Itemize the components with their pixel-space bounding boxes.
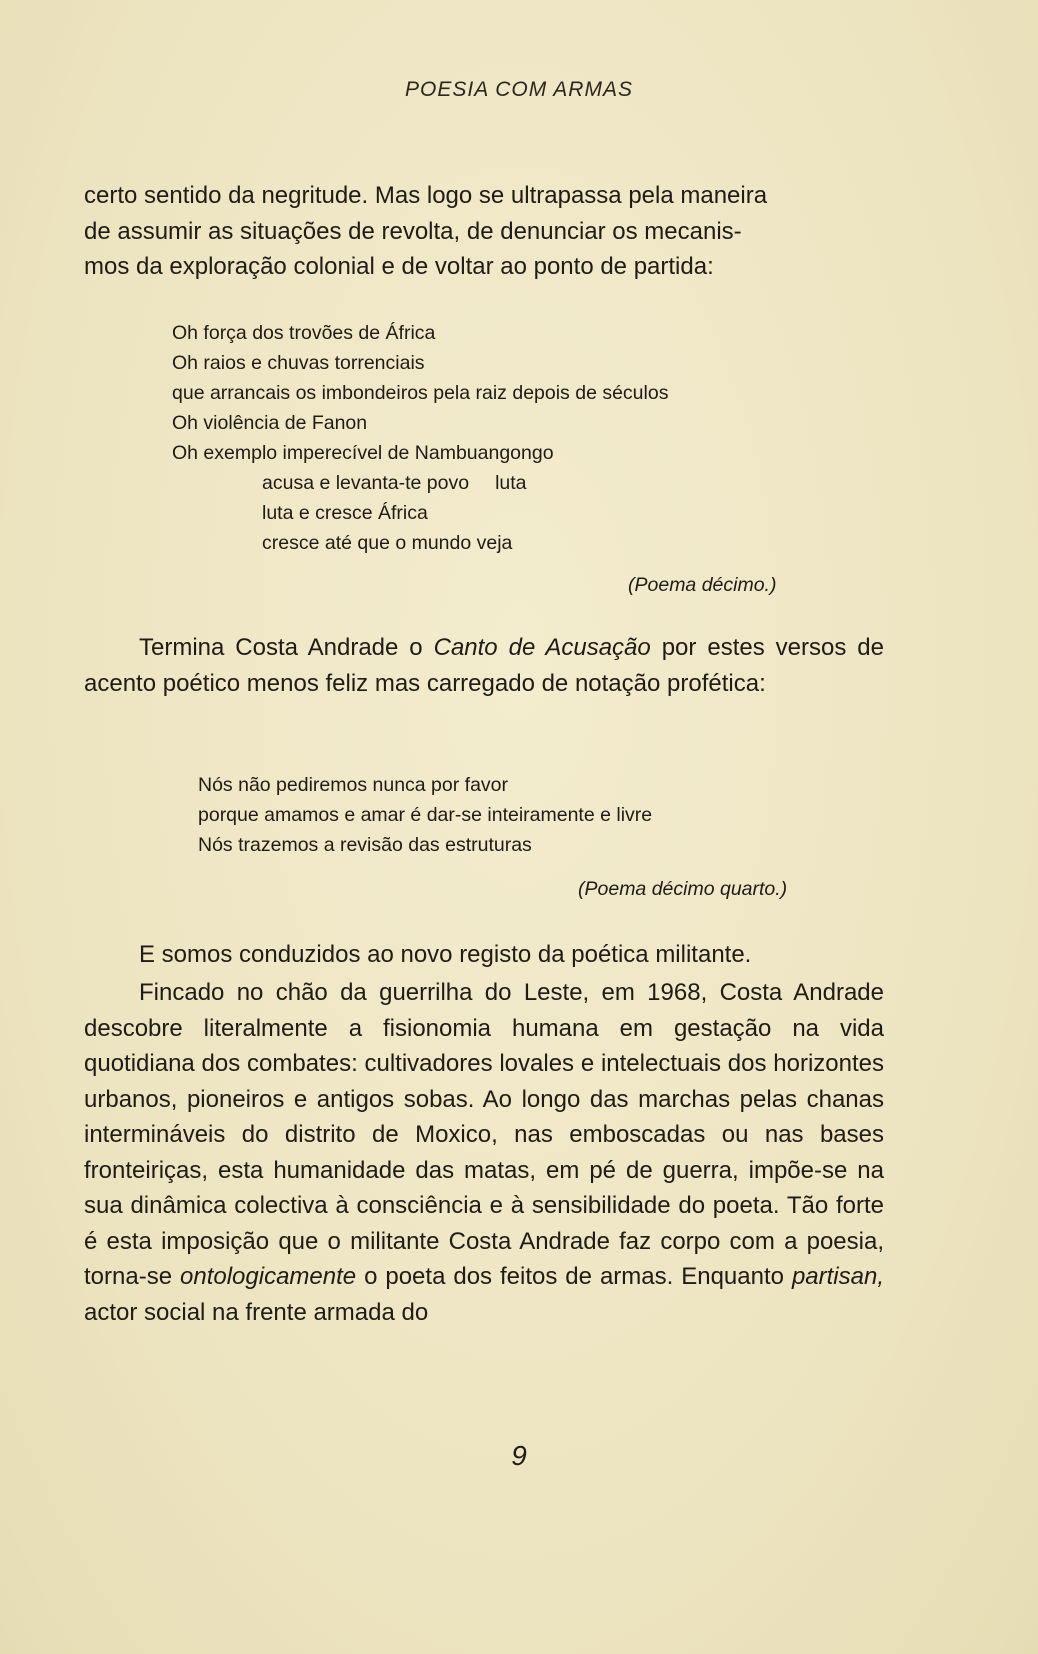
paragraph-4-part2: o poeta dos feitos de armas. Enquanto [356,1263,792,1290]
poem-subline-text: cresce até que o mundo veja [262,532,513,554]
paragraph-4-text [84,975,884,1330]
paragraph-2 [84,630,884,701]
poem-subline [172,498,668,528]
poem-line: que arrancais os imbondeiros pela raiz depois de séculos [172,382,669,404]
poem-line: Nós não pediremos nunca por favor [198,774,509,796]
poem-quote-2 [198,770,652,860]
poem-source-1: (Poema décimo.) [628,574,777,596]
poem-line: Oh exemplo imperecível de Nambuangongo [172,442,554,464]
paragraph-4-part3: actor social na frente armada do [84,1298,429,1326]
paragraph-1-line: de assumir as situações de revolta, de denunciar os mecanis- [84,217,742,245]
paragraph-4-part1: Fincado no chão da guerrilha do Leste, em 1968, Costa Andrade descobre literalmente a fisionomia humana em gestação na vida quotidiana dos combates: cultivadores lovales e intelectuais dos horizontes urbanos, pioneiros e antigos sobas. Ao longo das marchas pelas chanas intermináveis do distrito de Moxico, nas emboscadas ou nas bases fronteiriças, esta humanidade das matas, em pé de guerra, impõe-se na sua dinâmica colectiva à consciência e à sensibilidade do poeta. Tão forte é esta imposição que o militante Costa Andrade faz corpo com a poesia, torna-se [84,979,884,1290]
poem-subline-text: luta e cresce África [262,502,428,524]
paragraph-3 [84,937,884,973]
paragraph-1-line: mos da exploração colonial e de voltar ao ponto de partida: [84,253,714,280]
paragraph-2-post: por estes versos de acento poético menos feliz mas carregado de notação profética: [84,634,884,697]
paragraph-3-text: E somos conduzidos ao novo registo da poética militante. [139,941,752,968]
poem-quote-1 [172,318,668,558]
paragraph-4-emphasis: partisan, [791,1263,884,1290]
poem-subline-word: luta [495,472,527,494]
paragraph-1 [84,178,884,285]
poem-line: Oh raios e chuvas torrenciais [172,352,425,374]
poem-line: Oh violência de Fanon [172,412,368,434]
poem-subline-text: acusa e levanta-te povo [262,472,470,494]
paragraph-1-line: certo sentido da negritude. Mas logo se ultrapassa pela maneira [84,182,768,209]
paragraph-2-pre: Termina Costa Andrade o [139,634,434,661]
poem-subline [172,468,668,498]
poem-subline [172,528,668,558]
paragraph-2-text [84,630,884,701]
page-number: 9 [511,1440,527,1471]
paragraph-4-emphasis: ontologicamente [180,1263,357,1290]
poem-source-2: (Poema décimo quarto.) [578,878,788,900]
poem-line: Nós trazemos a revisão das estruturas [198,834,532,856]
running-head: POESIA COM ARMAS [405,78,633,101]
paragraph-4 [84,975,884,1330]
poem-line: porque amamos e amar é dar-se inteiramente e livre [198,804,653,826]
work-title: Canto de Acusação [433,634,651,661]
poem-line: Oh força dos trovões de África [172,322,436,344]
